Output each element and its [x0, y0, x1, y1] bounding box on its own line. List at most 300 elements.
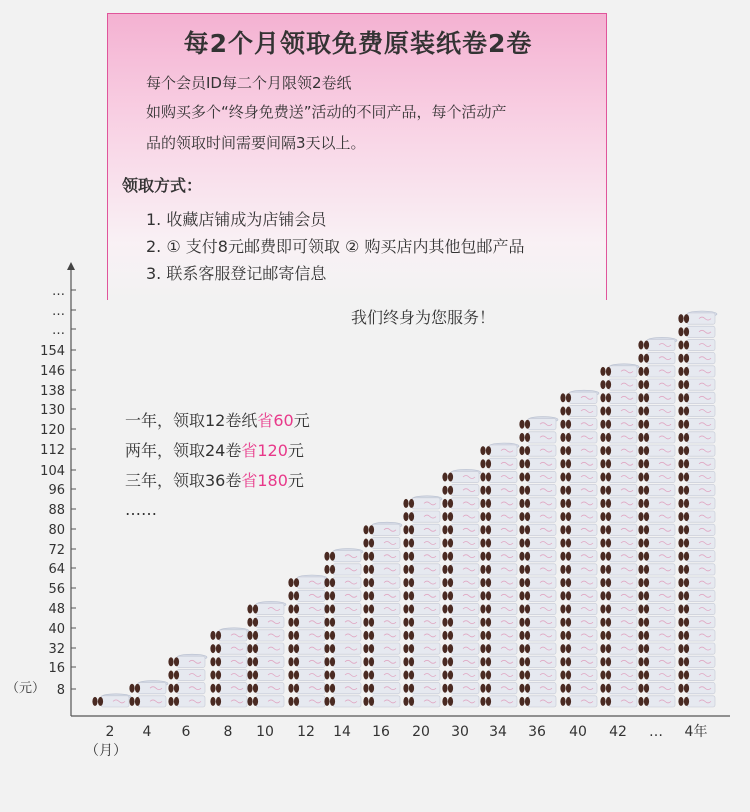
roll-core — [684, 605, 689, 614]
roll-core — [638, 393, 643, 402]
roll-core — [684, 459, 689, 468]
roll-core — [448, 671, 453, 680]
roll-core — [684, 393, 689, 402]
roll-core — [644, 380, 649, 389]
roll-core — [480, 446, 485, 455]
roll-core — [600, 512, 605, 521]
roll-core — [519, 697, 524, 706]
roll-core — [519, 671, 524, 680]
savings-text: 两年，领取24卷 — [125, 441, 242, 460]
x-tick-label: 16 — [372, 724, 390, 740]
paper-roll — [678, 696, 715, 707]
paper-roll — [600, 471, 637, 482]
paper-roll — [560, 577, 597, 588]
roll-core — [644, 657, 649, 666]
method-heading: 领取方式： — [122, 176, 203, 195]
paper-roll — [678, 617, 715, 628]
paper-roll — [600, 696, 637, 707]
roll-core — [324, 618, 329, 627]
x-tick-label: 36 — [528, 724, 546, 740]
roll-core — [330, 684, 335, 693]
paper-roll — [638, 485, 675, 496]
roll-core — [638, 591, 643, 600]
paper-roll — [560, 669, 597, 680]
paper-roll — [519, 630, 556, 641]
roll-core — [480, 644, 485, 653]
roll-core — [480, 459, 485, 468]
roll-core — [638, 552, 643, 561]
roll-core — [560, 578, 565, 587]
roll-core — [363, 578, 368, 587]
x-tick-label: 30 — [451, 724, 469, 740]
savings-line — [125, 500, 157, 519]
roll-core — [560, 459, 565, 468]
roll-core — [684, 327, 689, 336]
roll-core — [288, 644, 293, 653]
paper-roll — [678, 630, 715, 641]
paper-roll — [324, 643, 361, 654]
roll-core — [638, 380, 643, 389]
paper-roll — [600, 498, 637, 509]
paper-roll — [638, 669, 675, 680]
roll-core — [216, 631, 221, 640]
paper-roll — [560, 511, 597, 522]
roll-core — [644, 354, 649, 363]
roll-core — [566, 512, 571, 521]
roll-core — [363, 671, 368, 680]
roll-core — [525, 578, 530, 587]
paper-roll — [442, 537, 479, 548]
roll-core — [168, 657, 173, 666]
roll-core — [638, 433, 643, 442]
paper-roll — [168, 669, 205, 680]
y-tick-label: … — [52, 304, 65, 319]
roll-core — [566, 671, 571, 680]
roll-core — [684, 578, 689, 587]
paper-roll — [480, 524, 517, 535]
roll-core — [403, 697, 408, 706]
y-tick-label: 48 — [48, 602, 65, 617]
paper-roll — [560, 405, 597, 416]
paper-roll — [600, 564, 637, 575]
roll-core — [600, 631, 605, 640]
roll-core — [168, 697, 173, 706]
roll-stack — [324, 549, 363, 707]
roll-core — [684, 473, 689, 482]
paper-roll — [600, 656, 637, 667]
paper-roll — [560, 537, 597, 548]
roll-core — [294, 605, 299, 614]
roll-core — [566, 684, 571, 693]
roll-core — [566, 565, 571, 574]
paper-roll — [519, 511, 556, 522]
roll-stack — [519, 417, 558, 707]
y-axis-ticks — [6, 284, 76, 698]
paper-roll — [403, 643, 440, 654]
roll-core — [566, 631, 571, 640]
paper-roll — [519, 432, 556, 443]
paper-roll — [560, 524, 597, 535]
roll-core — [566, 433, 571, 442]
roll-core — [560, 525, 565, 534]
roll-core — [678, 684, 683, 693]
roll-core — [684, 657, 689, 666]
paper-roll — [324, 696, 361, 707]
roll-core — [566, 420, 571, 429]
roll-core — [216, 657, 221, 666]
roll-core — [403, 565, 408, 574]
y-tick-label: 130 — [40, 403, 65, 418]
y-tick-label: 104 — [40, 464, 65, 479]
roll-core — [519, 657, 524, 666]
paper-roll — [403, 537, 440, 548]
roll-core — [247, 697, 252, 706]
paper-roll — [519, 498, 556, 509]
paper-roll — [638, 656, 675, 667]
paper-roll — [210, 656, 247, 667]
y-tick-label: 138 — [40, 384, 65, 399]
paper-roll — [363, 617, 400, 628]
paper-roll — [560, 643, 597, 654]
paper-roll — [403, 617, 440, 628]
roll-core — [638, 354, 643, 363]
roll-core — [369, 684, 374, 693]
paper-roll — [678, 379, 715, 390]
roll-core — [638, 684, 643, 693]
roll-core — [369, 657, 374, 666]
paper-roll — [324, 617, 361, 628]
roll-core — [684, 697, 689, 706]
roll-core — [644, 341, 649, 350]
roll-core — [644, 618, 649, 627]
roll-core — [560, 697, 565, 706]
roll-core — [638, 367, 643, 376]
roll-core — [247, 631, 252, 640]
paper-roll — [600, 617, 637, 628]
roll-core — [678, 459, 683, 468]
roll-core — [480, 525, 485, 534]
paper-roll — [247, 643, 284, 654]
roll-core — [486, 644, 491, 653]
roll-core — [324, 552, 329, 561]
roll-core — [600, 618, 605, 627]
roll-core — [403, 539, 408, 548]
roll-core — [486, 499, 491, 508]
paper-roll — [600, 366, 637, 377]
roll-core — [409, 671, 414, 680]
paper-roll — [363, 696, 400, 707]
y-tick-label: 40 — [48, 622, 65, 637]
roll-core — [448, 591, 453, 600]
roll-core — [369, 525, 374, 534]
roll-core — [525, 657, 530, 666]
roll-core — [409, 565, 414, 574]
roll-core — [644, 671, 649, 680]
x-tick-label: 10 — [256, 724, 274, 740]
roll-core — [600, 367, 605, 376]
y-tick-label: 146 — [40, 364, 65, 379]
paper-roll — [363, 603, 400, 614]
roll-core — [294, 684, 299, 693]
roll-core — [644, 591, 649, 600]
y-tick-label: … — [52, 284, 65, 299]
paper-roll — [480, 445, 517, 456]
paper-roll — [288, 643, 325, 654]
paper-roll — [403, 683, 440, 694]
paper-roll — [560, 432, 597, 443]
paper-roll — [678, 590, 715, 601]
roll-core — [480, 473, 485, 482]
paper-roll — [638, 590, 675, 601]
roll-core — [560, 631, 565, 640]
paper-roll — [442, 485, 479, 496]
roll-stack — [168, 654, 207, 707]
roll-core — [448, 631, 453, 640]
roll-core — [600, 433, 605, 442]
roll-core — [174, 684, 179, 693]
roll-core — [247, 657, 252, 666]
y-tick-label: … — [52, 323, 65, 338]
paper-roll — [480, 590, 517, 601]
roll-core — [403, 618, 408, 627]
paper-roll — [288, 683, 325, 694]
roll-core — [403, 684, 408, 693]
paper-roll — [519, 564, 556, 575]
roll-core — [330, 605, 335, 614]
roll-core — [363, 657, 368, 666]
roll-core — [369, 605, 374, 614]
roll-core — [678, 407, 683, 416]
paper-roll — [403, 696, 440, 707]
roll-core — [288, 631, 293, 640]
roll-core — [486, 618, 491, 627]
x-tick-label: 42 — [609, 724, 627, 740]
paper-roll — [600, 485, 637, 496]
roll-core — [606, 605, 611, 614]
roll-core — [486, 473, 491, 482]
paper-roll — [442, 630, 479, 641]
roll-core — [600, 697, 605, 706]
x-tick-label: 4年 — [684, 724, 708, 740]
paper-roll — [403, 511, 440, 522]
roll-core — [638, 407, 643, 416]
roll-core — [369, 578, 374, 587]
roll-core — [600, 525, 605, 534]
roll-core — [324, 684, 329, 693]
roll-core — [409, 578, 414, 587]
roll-core — [566, 407, 571, 416]
roll-core — [560, 552, 565, 561]
paper-roll — [324, 669, 361, 680]
roll-core — [644, 565, 649, 574]
roll-core — [606, 565, 611, 574]
roll-core — [606, 631, 611, 640]
roll-core — [486, 631, 491, 640]
roll-core — [330, 565, 335, 574]
roll-core — [566, 697, 571, 706]
paper-roll — [363, 551, 400, 562]
roll-core — [288, 605, 293, 614]
roll-core — [560, 433, 565, 442]
roll-core — [638, 499, 643, 508]
roll-core — [638, 644, 643, 653]
roll-core — [566, 525, 571, 534]
roll-core — [678, 565, 683, 574]
paper-roll — [403, 524, 440, 535]
roll-core — [638, 618, 643, 627]
savings-amount: 省60 — [257, 411, 294, 430]
roll-core — [684, 684, 689, 693]
roll-core — [409, 499, 414, 508]
roll-core — [330, 618, 335, 627]
roll-core — [442, 565, 447, 574]
roll-core — [210, 671, 215, 680]
roll-core — [606, 657, 611, 666]
paper-roll — [678, 524, 715, 535]
roll-core — [486, 486, 491, 495]
y-axis-arrow — [67, 262, 75, 270]
roll-core — [519, 433, 524, 442]
paper-roll — [678, 445, 715, 456]
roll-core — [448, 512, 453, 521]
roll-core — [638, 539, 643, 548]
paper-roll — [638, 617, 675, 628]
savings-unit: 元 — [287, 441, 304, 460]
paper-roll — [638, 643, 675, 654]
roll-core — [525, 631, 530, 640]
x-tick-label: … — [649, 724, 663, 740]
roll-core — [92, 697, 97, 706]
paper-roll — [363, 656, 400, 667]
roll-core — [480, 684, 485, 693]
paper-roll — [480, 577, 517, 588]
roll-core — [644, 446, 649, 455]
roll-core — [403, 499, 408, 508]
roll-core — [247, 644, 252, 653]
paper-roll — [480, 617, 517, 628]
roll-core — [519, 525, 524, 534]
roll-core — [363, 631, 368, 640]
roll-core — [638, 512, 643, 521]
roll-core — [448, 618, 453, 627]
roll-core — [560, 393, 565, 402]
roll-core — [480, 539, 485, 548]
paper-roll — [678, 366, 715, 377]
roll-core — [644, 552, 649, 561]
paper-roll — [403, 590, 440, 601]
y-tick-label: 154 — [40, 344, 65, 359]
roll-stack — [560, 390, 599, 707]
roll-core — [606, 420, 611, 429]
paper-roll — [442, 603, 479, 614]
roll-core — [684, 552, 689, 561]
roll-core — [363, 618, 368, 627]
savings-amount: 省120 — [241, 441, 288, 460]
paper-roll — [638, 445, 675, 456]
roll-core — [678, 354, 683, 363]
paper-roll — [560, 458, 597, 469]
roll-core — [294, 578, 299, 587]
paper-roll — [600, 511, 637, 522]
roll-core — [525, 486, 530, 495]
roll-core — [129, 684, 134, 693]
roll-core — [606, 433, 611, 442]
roll-core — [174, 657, 179, 666]
roll-core — [294, 671, 299, 680]
roll-core — [294, 631, 299, 640]
paper-roll — [560, 392, 597, 403]
roll-core — [684, 631, 689, 640]
paper-roll — [363, 669, 400, 680]
roll-core — [288, 618, 293, 627]
roll-core — [678, 578, 683, 587]
roll-core — [525, 565, 530, 574]
y-tick-label: 88 — [48, 503, 65, 518]
roll-core — [294, 644, 299, 653]
roll-core — [480, 605, 485, 614]
paper-roll — [168, 683, 205, 694]
roll-core — [525, 473, 530, 482]
roll-core — [403, 671, 408, 680]
paper-roll — [560, 485, 597, 496]
paper-roll — [560, 564, 597, 575]
roll-core — [135, 684, 140, 693]
paper-roll — [324, 590, 361, 601]
paper-roll — [519, 590, 556, 601]
roll-core — [324, 578, 329, 587]
roll-core — [403, 657, 408, 666]
paper-roll — [600, 524, 637, 535]
roll-core — [253, 644, 258, 653]
roll-stack — [129, 681, 168, 707]
roll-core — [606, 407, 611, 416]
roll-core — [480, 591, 485, 600]
roll-core — [566, 591, 571, 600]
paper-roll — [129, 683, 166, 694]
roll-core — [678, 327, 683, 336]
roll-core — [678, 631, 683, 640]
paper-roll — [678, 326, 715, 337]
roll-core — [369, 618, 374, 627]
roll-stack — [403, 496, 442, 707]
paper-roll — [480, 537, 517, 548]
roll-core — [600, 473, 605, 482]
roll-core — [324, 591, 329, 600]
roll-core — [486, 446, 491, 455]
roll-core — [216, 671, 221, 680]
roll-core — [678, 341, 683, 350]
roll-core — [566, 539, 571, 548]
roll-core — [210, 631, 215, 640]
roll-core — [442, 605, 447, 614]
roll-core — [678, 539, 683, 548]
roll-core — [600, 591, 605, 600]
roll-core — [566, 393, 571, 402]
paper-roll — [480, 458, 517, 469]
paper-roll — [519, 669, 556, 680]
roll-core — [369, 697, 374, 706]
roll-core — [288, 684, 293, 693]
y-tick-label: 32 — [48, 642, 65, 657]
roll-core — [560, 512, 565, 521]
roll-core — [168, 684, 173, 693]
roll-core — [330, 578, 335, 587]
roll-core — [560, 657, 565, 666]
roll-core — [369, 552, 374, 561]
roll-core — [644, 684, 649, 693]
roll-core — [600, 671, 605, 680]
paper-roll — [442, 577, 479, 588]
